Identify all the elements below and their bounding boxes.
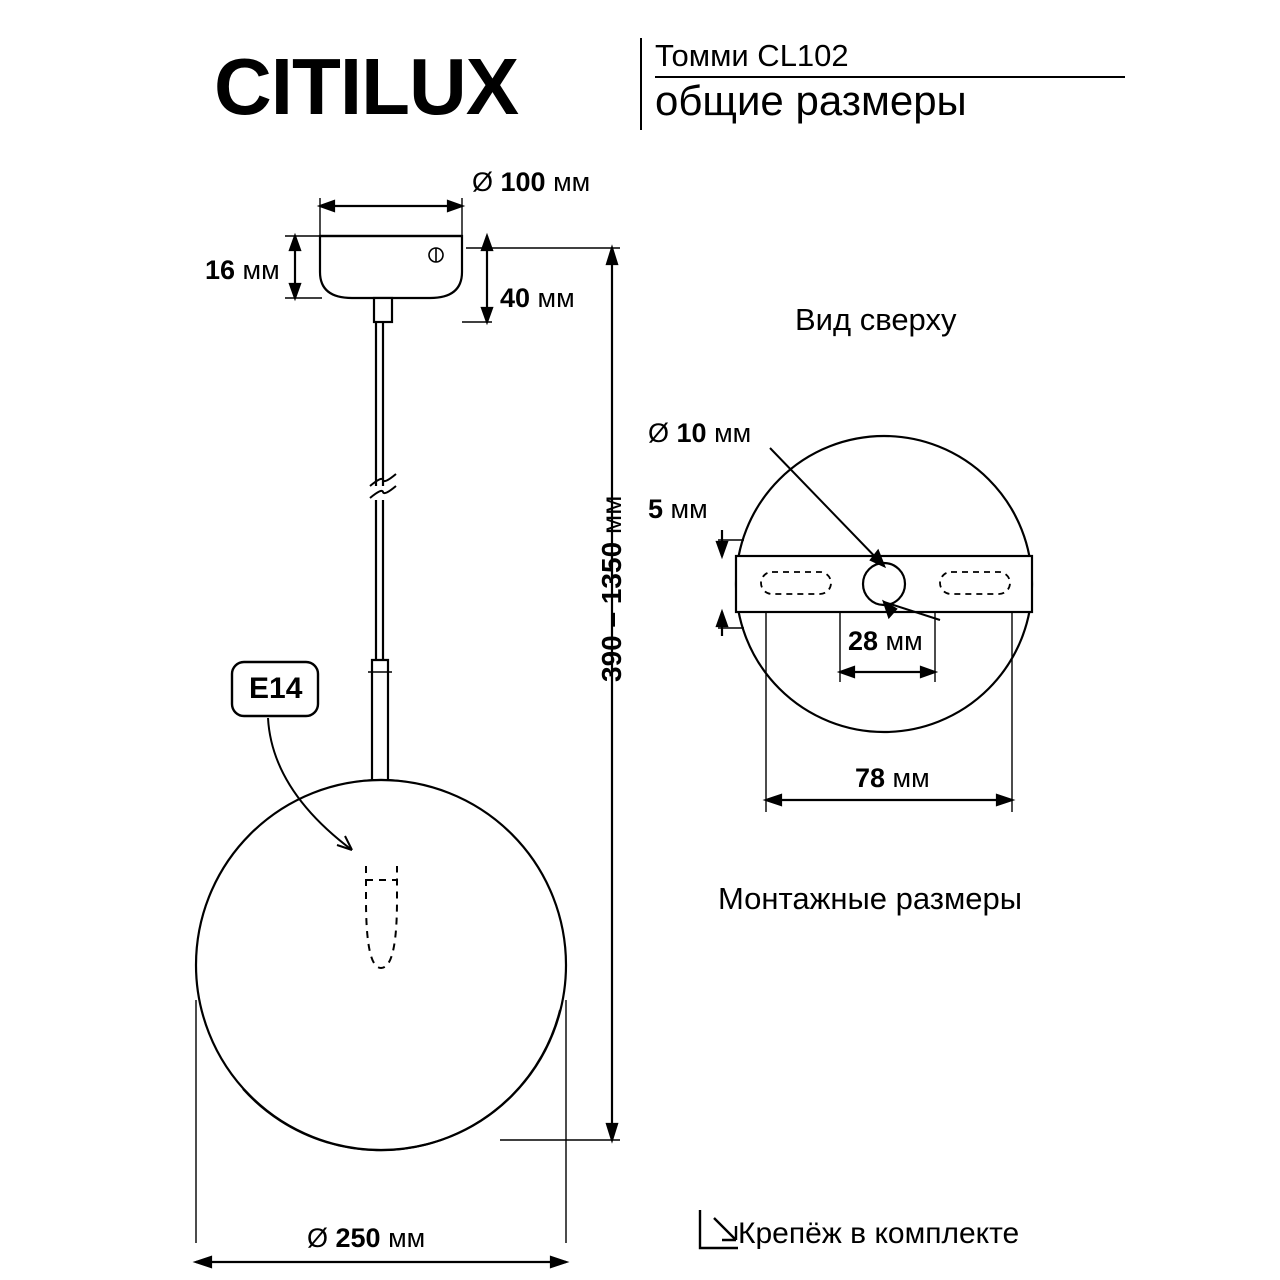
socket-type-label: E14 xyxy=(249,672,303,705)
product-name: Томми CL102 xyxy=(655,38,849,73)
dimension-canopy-offset: 40 мм xyxy=(500,283,575,313)
dimension-hole-diameter: Ø 10 мм xyxy=(648,418,752,448)
mounting-dimensions-label: Монтажные размеры xyxy=(718,881,1023,916)
dimension-canopy-diameter: Ø 100 мм xyxy=(472,167,591,197)
dimension-bracket-width: 5 мм xyxy=(648,494,708,524)
sheet-title: общие размеры xyxy=(655,77,967,124)
fasteners-included-label: Крепёж в комплекте xyxy=(738,1217,1020,1250)
dimension-total-height: 390 – 1350 мм xyxy=(596,495,627,682)
brand-logo: CITILUX xyxy=(214,42,519,131)
dimension-hole-spacing: 28 мм xyxy=(848,626,923,656)
dimension-bracket-length: 78 мм xyxy=(855,763,930,793)
dimension-canopy-height: 16 мм xyxy=(205,255,280,285)
view-top-label: Вид сверху xyxy=(795,302,957,337)
dimension-shade-diameter: Ø 250 мм xyxy=(307,1223,426,1253)
